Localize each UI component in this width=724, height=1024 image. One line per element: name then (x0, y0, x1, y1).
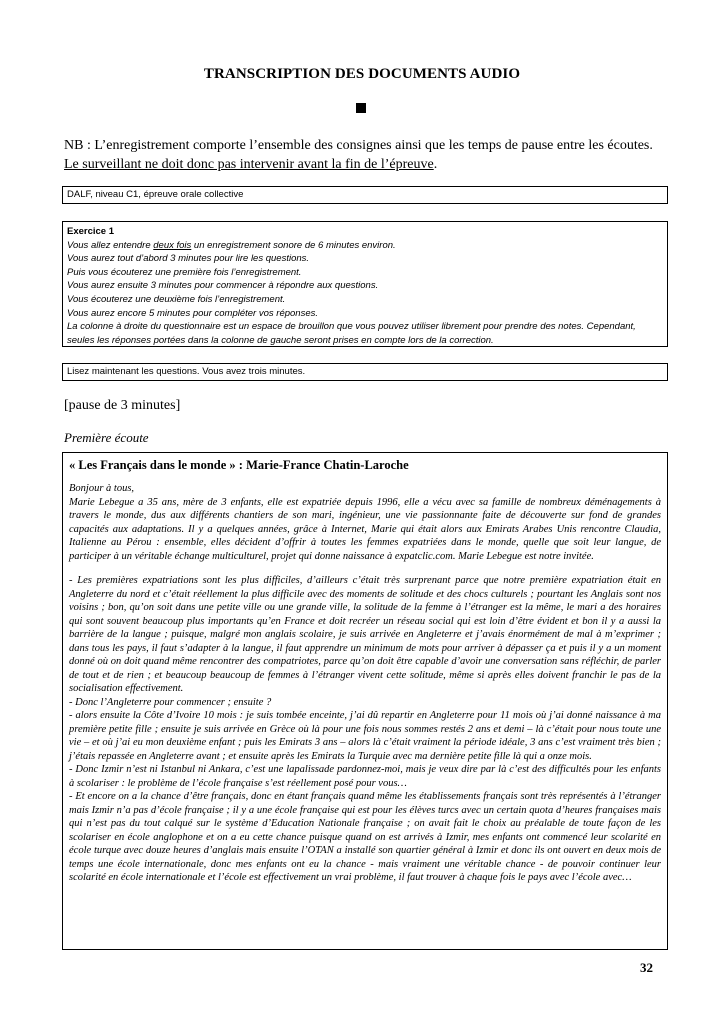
info-text: DALF, niveau C1, épreuve orale collective (67, 189, 244, 200)
transcript-paragraph: - Donc Izmir n’est ni Istanbul ni Ankara, c’est une lapalissade pardonnez-moi, mais je veux dire par là c’est des difficultés pour les enfants à scolariser : le problème de l’école française s’est réellement posé pour vous… (69, 764, 661, 789)
first-listen-label: Première écoute (64, 430, 149, 445)
exercise-line: seules les réponses portées dans la colonne de gauche seront prises en compte lors de la correction. (67, 334, 494, 346)
transcript-paragraph: - Les premières expatriations sont les plus difficiles, d’ailleurs c’était très surprenant parce que notre première expatriation était en Angleterre du nord et c’était réellement la plus difficile avec des moments de solitude et des chocs culturels ; pourtant les Anglais sont nos voisins ; bon, qu’on soit dans une petite ville ou une grande ville, la solitude de la femme à l’étranger est la même, le mari a des horaires qui sont souvent beaucoup plus importants qu’en France et doit recréer un réseau social qui est loin d’être évident et bon il y a aussi la barrière de la langue ; puisque, malgré mon anglais scolaire, je suis arrivée en Angleterre et j’avais énormément de mal à m’exprimer ; dans tous les pays, il faut s’adapter à la langue, il faut apprendre un minimum de mots pour arriver à dépasser ça et puis il y a un moment donné où on doit quand même rencontrer des compatriotes, parce qu’on doit être capable d’avoir une conversation sans réfléchir, de parler de tout et de rien ; et beaucoup beaucoup de femmes à l’étranger vivent cette solitude, même si après elles doivent franchir le pas de la socialisation effectivement. (69, 575, 661, 694)
exercise-box (62, 221, 668, 347)
black-square-icon (356, 103, 366, 113)
read-questions-text: Lisez maintenant les questions. Vous avez trois minutes. (67, 366, 306, 377)
transcript-greeting: Bonjour à tous, (69, 483, 135, 494)
transcript-paragraph: - Et encore on a la chance d’être français, donc en étant français quand même les établissements français sont très représentés à l’étranger mais Izmir n’a pas d’école française ; il y a une école française qui est pour les élèves turcs avec un certain quota d’heures françaises mais qui n’est pas du tout calqué sur le système d’Education Nationale française ; on avait fait le choix au préalable de toute façon de les scolariser en école anglophone et on a eu cette chance puisque quand on est arrivés à Izmir, mes enfants ont commencé leur scolarité en école turque avec douze heures d’anglais mais ensuite l’OTAN a installé son quartier général à Izmir et donc ils ont ouvert en deux mois de temps une école internationale, donc mes enfants ont eu la chance - mais vraiment une véritable chance - de pouvoir continuer leur scolarité en école internationale et l’école est effectivement un vrai problème, il faut trouver à chaque fois le pays avec l’école avec… (69, 791, 661, 883)
exercise-line: Vous aurez ensuite 3 minutes pour commencer à répondre aux questions. (67, 280, 379, 292)
transcript-intro: Marie Lebegue a 35 ans, mère de 3 enfants, elle est expatriée depuis 1996, elle a vécu avec sa famille de nombreux déménagements à travers le monde, dus aux différents chantiers de son mari, ingénieur, une vie passionnante faite de découverte sur fond de grandes capacités aux adaptations. Il y a quelques années, grâce à Internet, Marie qui était alors aux Emirats Arabes Unis rencontre Claudia, Italienne au Pérou : ensemble, elles décident d’offrir à toutes les femmes expatriées dans le monde, quelle que soit leur langue, de participer à un véritable échange multiculturel, projet qui donne naissance à expatclic.com. Marie Lebegue est notre invitée. (69, 496, 661, 562)
exercise-line (67, 239, 663, 253)
exercise-line1-before: Vous allez entendre (67, 239, 154, 251)
exercise-line: Vous écouterez une deuxième fois l’enregistrement. (67, 293, 286, 305)
info-box (62, 186, 668, 204)
nb-suffix: . (433, 157, 438, 172)
page-title: TRANSCRIPTION DES DOCUMENTS AUDIO (203, 66, 521, 82)
transcript-heading: « Les Français dans le monde » : Marie-France Chatin-Laroche (69, 458, 409, 472)
read-questions-box (62, 363, 668, 381)
exercise-line: Vous aurez encore 5 minutes pour compléter vos réponses. (67, 307, 319, 319)
exercise-line: La colonne à droite du questionnaire est un espace de brouillon que vous pouvez utiliser librement pour prendre des notes. Cependant, (67, 321, 636, 333)
pause-label: [pause de 3 minutes] (64, 398, 181, 413)
exercise-line1-underlined: deux fois (153, 239, 192, 251)
transcript-paragraph: - alors ensuite la Côte d’Ivoire 10 mois : je suis tombée enceinte, j’ai dû repartir en Angleterre pour 11 mois où j’ai donné naissance à ma première petite fille ; ensuite je suis arrivée en Grèce où là pour une fois nous sommes restés 2 ans et demi – là c’était pour nous toute une vie – et où j’ai eu mon deuxième enfant ; puis les Emirats 3 ans – alors là c’était vraiment la période idéale, 3 ans c’est vraiment très bien ; j’étais repassée en Angleterre avant ; et ensuite après les Emirats la Turquie avec ma dernière petite fille là qui a onze mois. (69, 710, 661, 762)
transcript-box (62, 452, 668, 950)
exercise-line: Puis vous écouterez une première fois l’enregistrement. (67, 266, 302, 278)
nb-prefix: NB : L’enregistrement comporte l’ensemble des consignes ainsi que les temps de pause entre les écoutes. (64, 138, 653, 153)
exercise-line: Vous aurez tout d’abord 3 minutes pour lire les questions. (67, 253, 310, 265)
transcript-paragraph: - Donc l’Angleterre pour commencer ; ensuite ? (69, 696, 272, 708)
exercise-line1-after: un enregistrement sonore de 6 minutes environ. (191, 239, 396, 251)
nb-note (64, 136, 664, 174)
exercise-title: Exercice 1 (67, 226, 115, 237)
nb-underlined: Le surveillant ne doit donc pas intervenir avant la fin de l’épreuve (64, 157, 434, 172)
page-number: 32 (640, 960, 653, 975)
